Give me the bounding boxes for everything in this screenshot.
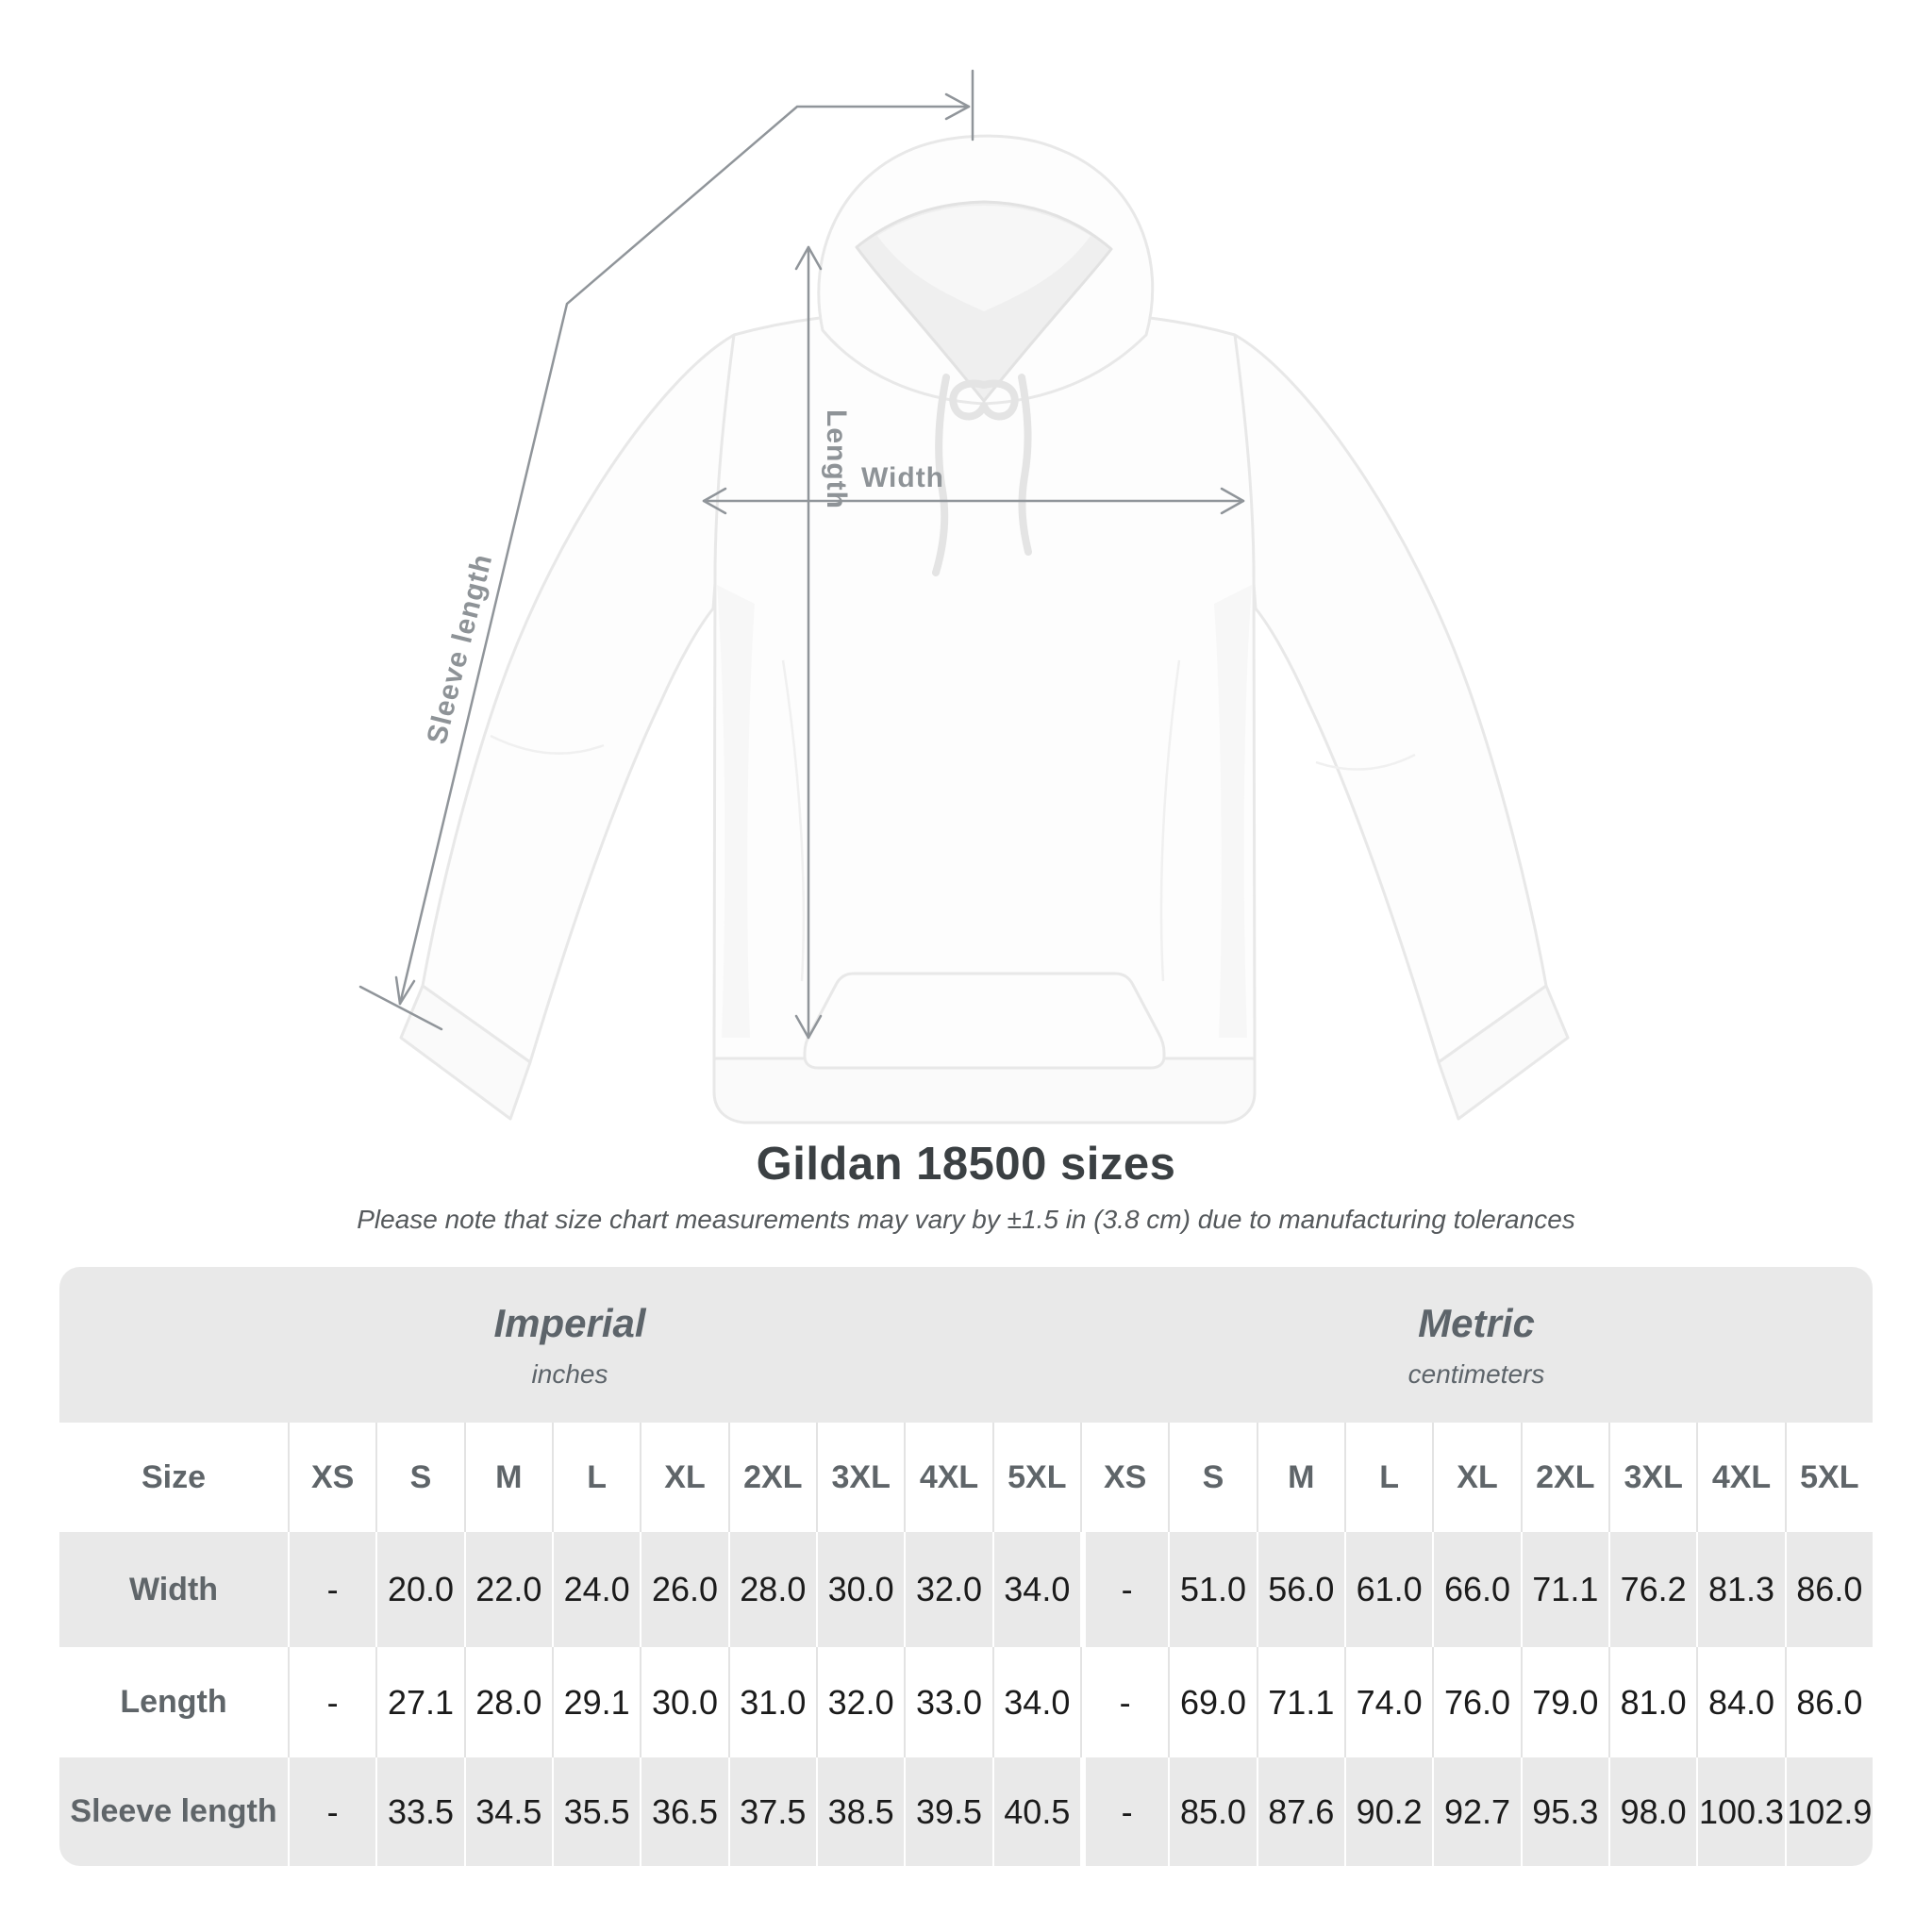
hoodie-pocket xyxy=(805,974,1164,1068)
table-cell: 86.0 xyxy=(1785,1647,1873,1757)
table-cell: 26.0 xyxy=(640,1532,727,1647)
table-cell: 20.0 xyxy=(375,1532,463,1647)
table-cell: 95.3 xyxy=(1521,1757,1608,1866)
table-cell: 102.9 xyxy=(1785,1757,1873,1866)
table-cell: 71.1 xyxy=(1521,1532,1608,1647)
table-cell: 76.0 xyxy=(1432,1647,1520,1757)
size-row-label: Size xyxy=(141,1458,207,1495)
row-label: Sleeve length xyxy=(70,1793,277,1829)
table-cell: 38.5 xyxy=(816,1757,904,1866)
table-cell: 30.0 xyxy=(816,1532,904,1647)
hoodie-body-group xyxy=(401,136,1568,1123)
table-cell: 74.0 xyxy=(1344,1647,1432,1757)
size-col-header: 4XL xyxy=(904,1423,991,1532)
table-cell: - xyxy=(1080,1647,1168,1757)
table-cell: 51.0 xyxy=(1168,1532,1256,1647)
table-cell: 92.7 xyxy=(1432,1757,1520,1866)
size-col-header: 5XL xyxy=(1785,1423,1873,1532)
table-row-length xyxy=(59,1647,1873,1757)
table-cell: 81.3 xyxy=(1696,1532,1784,1647)
page-subtitle: Please note that size chart measurements may vary by ±1.5 in (3.8 cm) due to manufacturing tolerances xyxy=(357,1205,1575,1234)
table-cell: 69.0 xyxy=(1168,1647,1256,1757)
table-cell: 34.5 xyxy=(464,1757,552,1866)
hoodie-torso xyxy=(714,314,1255,1058)
table-cell: 37.5 xyxy=(728,1757,816,1866)
table-cell: 90.2 xyxy=(1344,1757,1432,1866)
size-col-header: 3XL xyxy=(1608,1423,1696,1532)
size-col-header: S xyxy=(375,1423,463,1532)
table-cell: - xyxy=(288,1757,375,1866)
table-cell: 32.0 xyxy=(816,1647,904,1757)
table-cell: 71.1 xyxy=(1257,1647,1344,1757)
table-cell: 85.0 xyxy=(1168,1757,1256,1866)
table-cell: 32.0 xyxy=(904,1532,991,1647)
table-cell: 33.0 xyxy=(904,1647,991,1757)
table-cell: 33.5 xyxy=(375,1757,463,1866)
table-cell: 34.0 xyxy=(992,1532,1080,1647)
table-cell: 24.0 xyxy=(552,1532,640,1647)
table-cell: 28.0 xyxy=(728,1532,816,1647)
table-cell: 22.0 xyxy=(464,1532,552,1647)
table-cell: 40.5 xyxy=(992,1757,1080,1866)
table-cell: 34.0 xyxy=(992,1647,1080,1757)
table-cell: 84.0 xyxy=(1696,1647,1784,1757)
size-col-header: 5XL xyxy=(992,1423,1080,1532)
size-table xyxy=(59,1267,1873,1866)
table-cell: 29.1 xyxy=(552,1647,640,1757)
table-cell: 86.0 xyxy=(1785,1532,1873,1647)
metric-title: Metric xyxy=(1418,1300,1535,1345)
size-col-header: M xyxy=(1257,1423,1344,1532)
size-col-header: 2XL xyxy=(1521,1423,1608,1532)
table-cell: - xyxy=(1080,1532,1168,1647)
imperial-unit: inches xyxy=(531,1358,608,1389)
metric-header xyxy=(1080,1267,1873,1423)
table-cell: 76.2 xyxy=(1608,1532,1696,1647)
table-cell: - xyxy=(288,1647,375,1757)
size-col-header: XS xyxy=(288,1423,375,1532)
metric-unit: centimeters xyxy=(1407,1358,1545,1389)
table-cell: 36.5 xyxy=(640,1757,727,1866)
row-label: Length xyxy=(120,1684,227,1720)
table-cell: 81.0 xyxy=(1608,1647,1696,1757)
table-cell: 66.0 xyxy=(1432,1532,1520,1647)
sleeve-length-measure-label: Sleeve length xyxy=(421,550,499,748)
table-cell: 39.5 xyxy=(904,1757,991,1866)
table-cell: 30.0 xyxy=(640,1647,727,1757)
width-measure-label: Width xyxy=(860,462,945,493)
size-header-row xyxy=(59,1423,1873,1532)
size-col-header: M xyxy=(464,1423,552,1532)
table-row-sleeve-length xyxy=(59,1757,1873,1866)
table-cell: 98.0 xyxy=(1608,1757,1696,1866)
length-measure-label: Length xyxy=(821,409,852,509)
size-col-header: L xyxy=(1344,1423,1432,1532)
size-col-header: L xyxy=(552,1423,640,1532)
hoodie-left-sleeve xyxy=(423,335,734,1062)
table-cell: 79.0 xyxy=(1521,1647,1608,1757)
table-cell: 28.0 xyxy=(464,1647,552,1757)
table-cell: 31.0 xyxy=(728,1647,816,1757)
table-cell: 87.6 xyxy=(1257,1757,1344,1866)
size-col-header: XL xyxy=(640,1423,727,1532)
table-cell: 56.0 xyxy=(1257,1532,1344,1647)
table-cell: 100.3 xyxy=(1696,1757,1784,1866)
size-col-header: 4XL xyxy=(1696,1423,1784,1532)
size-col-header: S xyxy=(1168,1423,1256,1532)
size-col-header: XL xyxy=(1432,1423,1520,1532)
table-cell: 61.0 xyxy=(1344,1532,1432,1647)
row-label: Width xyxy=(128,1571,219,1607)
size-col-header: XS xyxy=(1080,1423,1168,1532)
table-cell: - xyxy=(288,1532,375,1647)
size-col-header: 3XL xyxy=(816,1423,904,1532)
table-row-width xyxy=(59,1532,1873,1647)
imperial-title: Imperial xyxy=(493,1300,646,1345)
unit-header-band xyxy=(59,1267,1873,1423)
imperial-header xyxy=(59,1267,1080,1423)
page-title: Gildan 18500 sizes xyxy=(756,1139,1176,1190)
table-cell: 27.1 xyxy=(375,1647,463,1757)
table-cell: 35.5 xyxy=(552,1757,640,1866)
table-cell: - xyxy=(1080,1757,1168,1866)
hoodie-right-sleeve xyxy=(1235,335,1546,1062)
size-col-header: 2XL xyxy=(728,1423,816,1532)
